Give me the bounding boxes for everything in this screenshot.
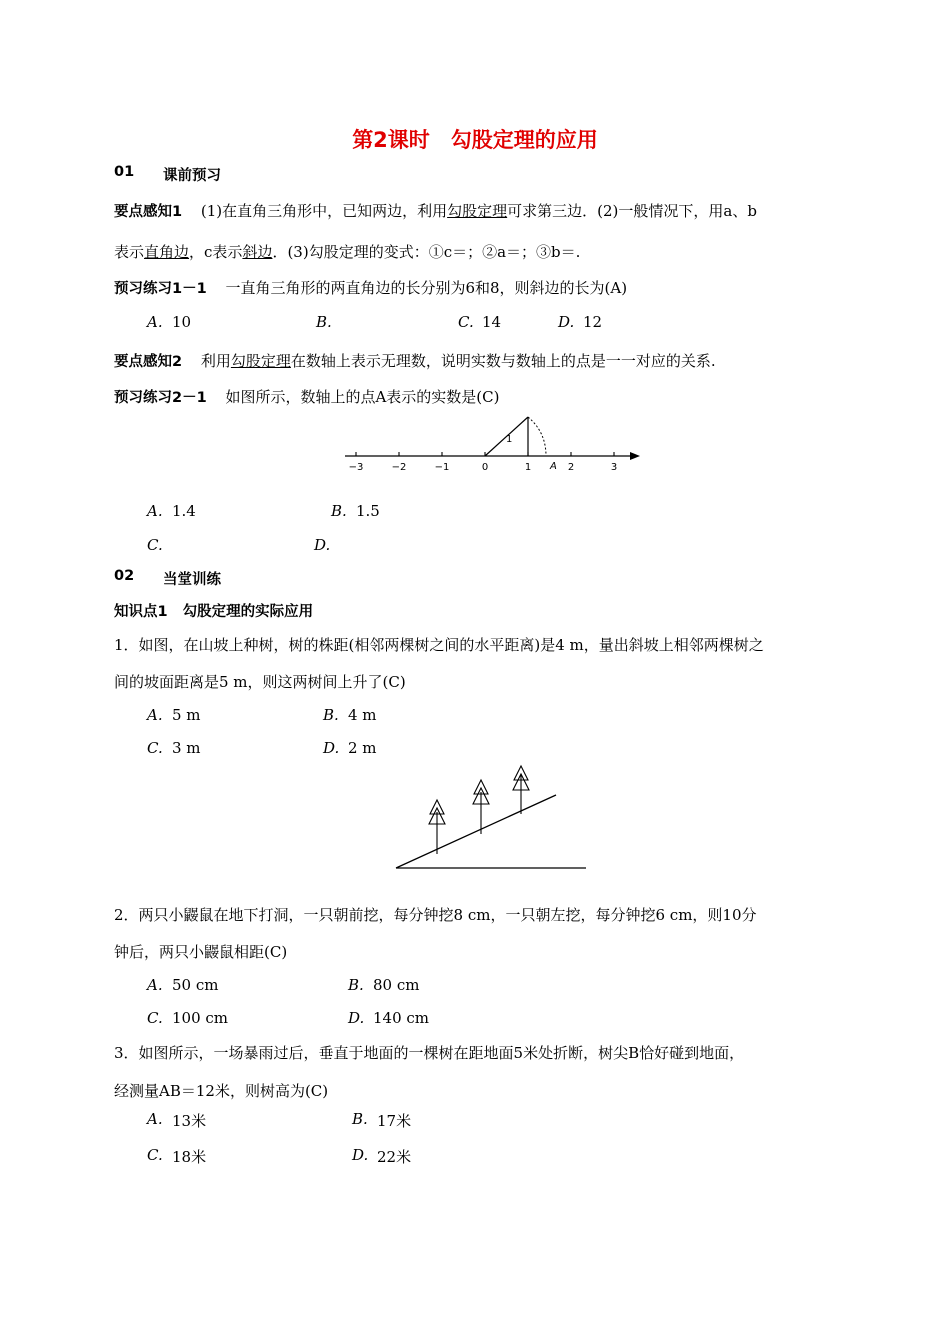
option-a: A. (147, 976, 163, 994)
axis-tick-label: −3 (348, 462, 364, 473)
exercise-1-1 (114, 277, 627, 298)
section-number: 01 (114, 164, 135, 180)
option-d-value: 140 cm (373, 1009, 430, 1027)
option-c-value: 14 (482, 313, 502, 331)
answer-blank: 勾股定理 (230, 352, 291, 370)
option-a-value: 50 cm (172, 976, 219, 994)
option-b-value: 17米 (377, 1112, 412, 1130)
section-title: 当堂训练 (163, 572, 221, 588)
answer-blank: 斜边 (242, 243, 273, 261)
key-point-label: 要点感知1 (114, 204, 183, 220)
tree-icon (429, 800, 445, 854)
option-b: B. (316, 313, 332, 331)
option-a: A. (147, 502, 163, 520)
text: ．(3)勾股定理的变式：①c＝；②a＝；③b＝. (272, 243, 581, 261)
question-text: 一直角三角形的两直角边的长分别为6和8，则斜边的长为(A) (225, 279, 628, 297)
option-d: D. (348, 1009, 365, 1027)
option-a: A. (147, 1110, 163, 1128)
exercise-2-1 (114, 386, 499, 407)
option-b: B. (331, 502, 347, 520)
axis-tick-label: 2 (567, 462, 575, 473)
key-point-1-line-1 (114, 200, 757, 221)
text: (1)在直角三角形中，已知两边，利用 (200, 202, 448, 220)
slope-line (396, 795, 556, 868)
axis-tick-label: 1 (524, 462, 532, 473)
axis-tick-label: −2 (391, 462, 407, 473)
option-c: C. (147, 1009, 163, 1027)
knowledge-point-label: 知识点1 (114, 604, 168, 620)
key-point-1-line-2 (114, 241, 580, 262)
option-b-value: 80 cm (373, 976, 420, 994)
text: 利用 (200, 352, 231, 370)
option-d: D. (352, 1146, 369, 1164)
point-a-label: A (550, 461, 557, 472)
option-d-value: 22米 (377, 1148, 412, 1166)
option-c-value: 100 cm (172, 1009, 229, 1027)
option-d: D. (558, 313, 575, 331)
option-a-value: 5 m (172, 706, 201, 724)
question-2-line-2: 钟后，两只小鼹鼠相距(C) (114, 943, 288, 961)
number-line-figure (340, 412, 650, 476)
option-c: C. (147, 1146, 163, 1164)
option-a-value: 13米 (172, 1112, 207, 1130)
option-a-value: 10 (172, 313, 192, 331)
answer-blank: 勾股定理 (447, 202, 508, 220)
exercise-label: 预习练习2－1 (114, 390, 207, 406)
text: 表示 (114, 243, 145, 261)
option-d-value: 12 (583, 313, 603, 331)
question-3-line-1: 3．如图所示，一场暴雨过后，垂直于地面的一棵树在距地面5米处折断，树尖B恰好碰到地面， (114, 1044, 745, 1062)
option-b: B. (323, 706, 339, 724)
option-b: B. (352, 1110, 368, 1128)
question-text: 如图所示，数轴上的点A表示的实数是(C) (225, 388, 500, 406)
question-2-line-1: 2．两只小鼹鼠在地下打洞，一只朝前挖，每分钟挖8 cm，一只朝左挖，每分钟挖6 cm，则10分 (114, 906, 757, 924)
exercise-label: 预习练习1－1 (114, 281, 207, 297)
tree-icon (473, 780, 489, 834)
axis-tick-label: 3 (610, 462, 618, 473)
option-c: C. (147, 536, 163, 554)
key-point-label: 要点感知2 (114, 354, 183, 370)
option-a: A. (147, 706, 163, 724)
knowledge-point-name: 勾股定理的实际应用 (182, 604, 314, 620)
answer-blank: 直角边 (144, 243, 190, 261)
option-d: D. (314, 536, 331, 554)
option-a: A. (147, 313, 163, 331)
key-point-2 (114, 350, 716, 371)
option-b-value: 1.5 (356, 502, 380, 520)
option-c: C. (147, 739, 163, 757)
option-c-value: 3 m (172, 739, 201, 757)
compass-arc (528, 417, 546, 456)
text: 可求第三边．(2)一般情况下，用a、b (507, 202, 757, 220)
slope-trees-figure (390, 762, 595, 874)
page-title: 第2课时 勾股定理的应用 (352, 128, 598, 152)
section-title: 课前预习 (163, 168, 221, 184)
question-1-line-2: 间的坡面距离是5 m，则这两树间上升了(C) (114, 673, 406, 691)
triangle-label: 1 (506, 434, 513, 445)
axis-arrow-icon (630, 452, 640, 460)
question-3-line-2: 经测量AB＝12米，则树高为(C) (114, 1082, 329, 1100)
section-number: 02 (114, 568, 135, 584)
option-c-value: 18米 (172, 1148, 207, 1166)
option-c: C. (458, 313, 474, 331)
axis-tick-label: 0 (481, 462, 489, 473)
text: 在数轴上表示无理数，说明实数与数轴上的点是一一对应的关系. (290, 352, 716, 370)
knowledge-point (114, 600, 313, 621)
option-a-value: 1.4 (172, 502, 196, 520)
option-b: B. (348, 976, 364, 994)
text: ，c表示 (189, 243, 243, 261)
axis-tick-label: −1 (434, 462, 450, 473)
option-d-value: 2 m (348, 739, 377, 757)
option-b-value: 4 m (348, 706, 377, 724)
question-1-line-1: 1．如图，在山坡上种树，树的株距(相邻两棵树之间的水平距离)是4 m，量出斜坡上相邻两棵树之 (114, 636, 764, 654)
option-d: D. (323, 739, 340, 757)
tree-icon (513, 766, 529, 814)
